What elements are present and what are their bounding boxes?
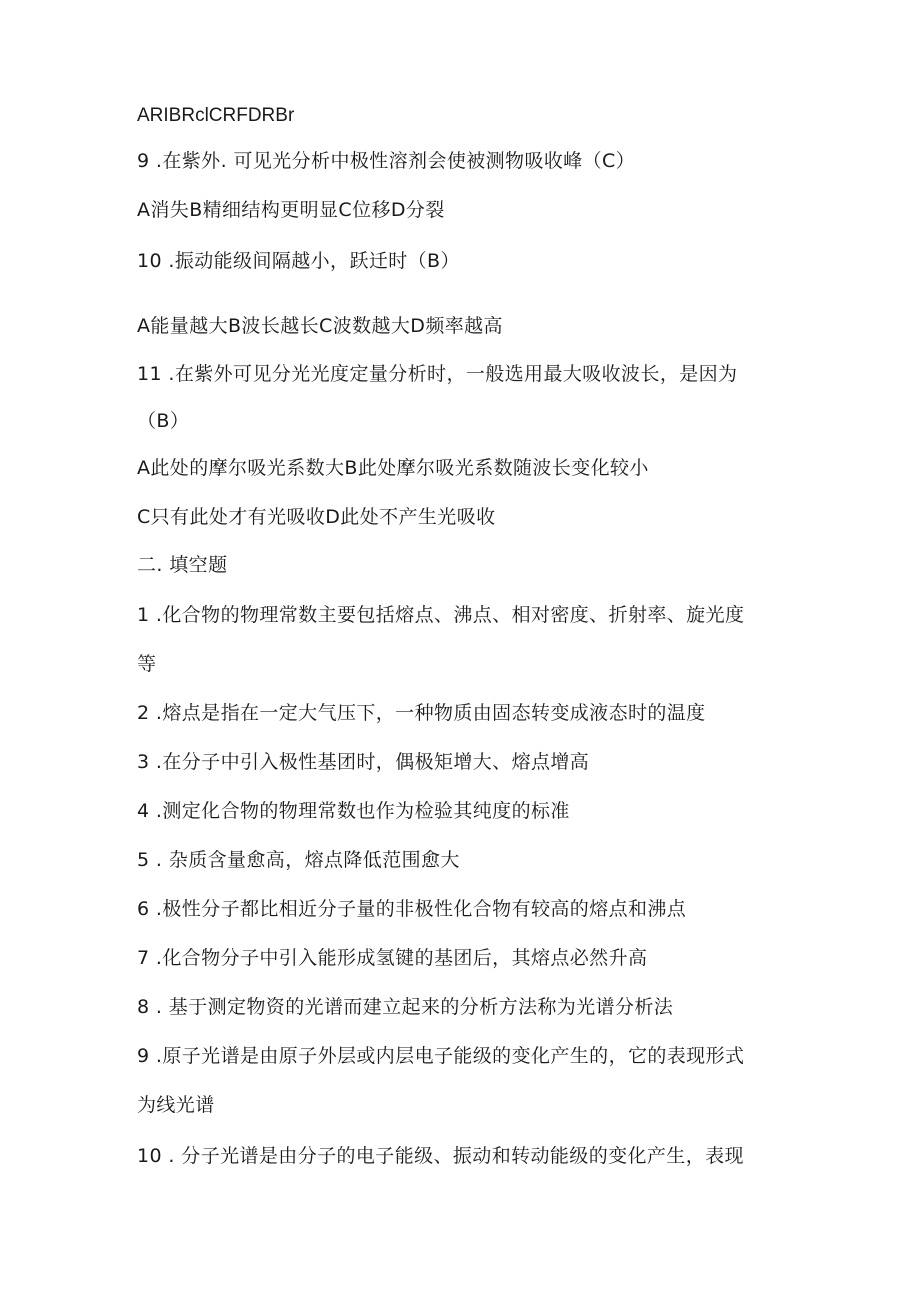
fill-item-9-continued: 为线光谱 <box>137 1094 215 1116</box>
question-9-options: A消失B精细结构更明显C位移D分裂 <box>137 199 445 221</box>
fill-item-1: 1 .化合物的物理常数主要包括熔点、沸点、相对密度、折射率、旋光度 <box>137 604 745 626</box>
section-heading-fill-in: 二. 填空题 <box>137 554 228 576</box>
question-10-options: A能量越大B波长越长C波数越大D频率越高 <box>137 315 503 337</box>
fill-item-9: 9 .原子光谱是由原子外层或内层电子能级的变化产生的，它的表现形式 <box>137 1045 745 1067</box>
fill-item-7: 7 .化合物分子中引入能形成氢键的基团后，其熔点必然升高 <box>137 947 648 969</box>
question-11-options-a-b: A此处的摩尔吸光系数大B此处摩尔吸光系数随波长变化较小 <box>137 457 649 479</box>
fill-item-4: 4 .测定化合物的物理常数也作为检验其纯度的标准 <box>137 800 570 822</box>
fill-item-10: 10 . 分子光谱是由分子的电子能级、振动和转动能级的变化产生，表现 <box>137 1145 744 1167</box>
question-10: 10 .振动能级间隔越小，跃迁时（B） <box>137 250 460 272</box>
question-11-answer: （B） <box>137 410 190 432</box>
text-line-1: ARIBRclCRFDRBr <box>137 105 295 126</box>
question-9: 9 .在紫外. 可见光分析中极性溶剂会使被测物吸收峰（C） <box>137 150 636 172</box>
question-11-options-c-d: C只有此处才有光吸收D此处不产生光吸收 <box>137 506 496 528</box>
fill-item-6: 6 .极性分子都比相近分子量的非极性化合物有较高的熔点和沸点 <box>137 898 687 920</box>
fill-item-5: 5 . 杂质含量愈高，熔点降低范围愈大 <box>137 849 460 871</box>
question-11: 11 .在紫外可见分光光度定量分析时，一般选用最大吸收波长，是因为 <box>137 363 738 385</box>
fill-item-1-continued: 等 <box>137 653 157 675</box>
fill-item-3: 3 .在分子中引入极性基团时，偶极矩增大、熔点增高 <box>137 751 590 773</box>
fill-item-8: 8 . 基于测定物资的光谱而建立起来的分析方法称为光谱分析法 <box>137 996 674 1018</box>
fill-item-2: 2 .熔点是指在一定大气压下，一种物质由固态转变成液态时的温度 <box>137 702 706 724</box>
